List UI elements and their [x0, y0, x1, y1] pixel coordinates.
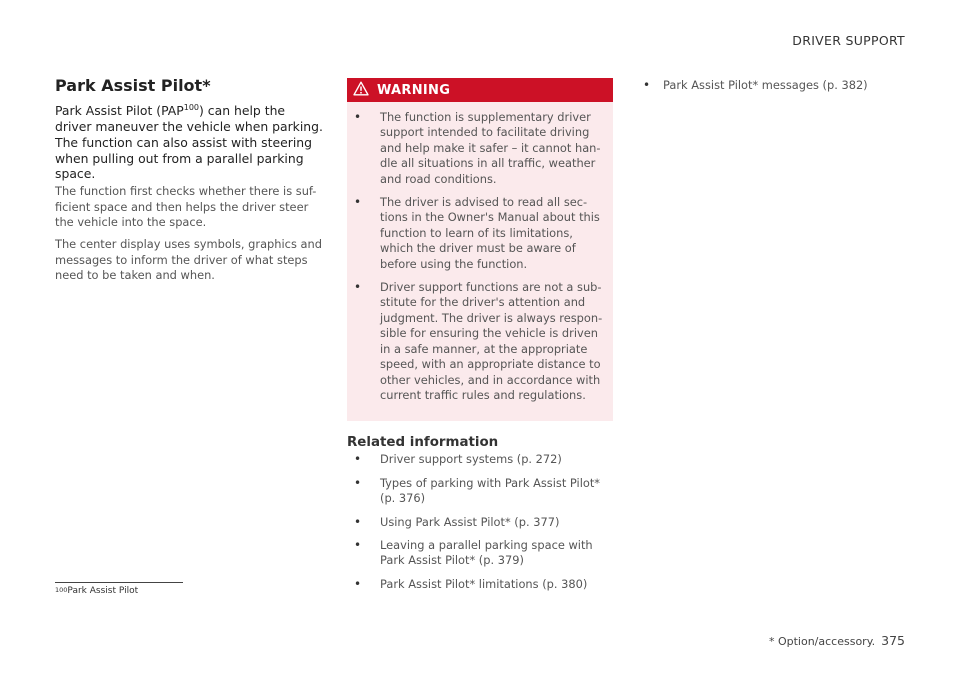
warning-label: WARNING	[377, 82, 451, 98]
related-link[interactable]: • Driver support systems (p. 272)	[347, 452, 613, 467]
body-paragraph: The center display uses symbols, graphics and messages to inform the driver of what steps need to be taken and when.	[55, 237, 322, 283]
related-link[interactable]: • Park Assist Pilot* messages (p. 382)	[636, 78, 916, 93]
warning-list	[347, 102, 613, 403]
related-link[interactable]: • Park Assist Pilot* limitations (p. 380)	[347, 577, 613, 592]
footnote-ref: 100	[183, 103, 200, 112]
section-header: DRIVER SUPPORT	[792, 33, 905, 48]
related-list-continued	[636, 78, 916, 93]
warning-item: • The function is supplementary driver support intended to facilitate driving and help make it safer – it cannot han-dle all situations in all traffic, weather and road conditions.	[347, 110, 603, 187]
related-list	[347, 452, 613, 592]
body-paragraph: The function first checks whether there is suf-ficient space and then helps the driver steer the vehicle into the space.	[55, 184, 317, 229]
related-link[interactable]: • Leaving a parallel parking space with Park Assist Pilot* (p. 379)	[347, 538, 613, 569]
page-number: 375	[881, 633, 905, 648]
related-link[interactable]: • Types of parking with Park Assist Pilot* (p. 376)	[347, 476, 613, 507]
option-accessory-note: * Option/accessory.	[768, 635, 876, 648]
related-link[interactable]: • Using Park Assist Pilot* (p. 377)	[347, 515, 613, 530]
related-section	[347, 435, 613, 592]
footnote-text: Park Assist Pilot	[67, 586, 139, 596]
warning-triangle-icon	[353, 81, 377, 100]
warning-box	[347, 78, 613, 421]
warning-item: • The driver is advised to read all sec-tions in the Owner's Manual about this function to learn of its limitations, which the driver must be aware of before using the function.	[347, 195, 603, 272]
warning-header	[347, 78, 613, 102]
footnote-number: 100	[55, 586, 68, 594]
warning-item: • Driver support functions are not a sub-stitute for the driver's attention and judgment. The driver is always respon-sible for ensuring the vehicle is driven in a safe manner, at the appropriate speed, with an appropriate distance to other vehicles, and in accordance with current traffic rules and regulations.	[347, 280, 603, 403]
right-column	[636, 78, 916, 93]
footnote-divider	[55, 582, 183, 583]
page-title: Park Assist Pilot*	[55, 76, 211, 95]
footnote	[55, 586, 138, 596]
left-column	[55, 76, 323, 291]
middle-column	[347, 78, 613, 600]
related-heading: Related information	[347, 435, 499, 451]
page-footer	[769, 633, 905, 648]
intro-paragraph: Park Assist Pilot (PAP$^{100}$) can help the driver maneuver the vehicle when parking. The function can also assist with steering when pulling out from a parallel parking space.	[55, 103, 323, 182]
